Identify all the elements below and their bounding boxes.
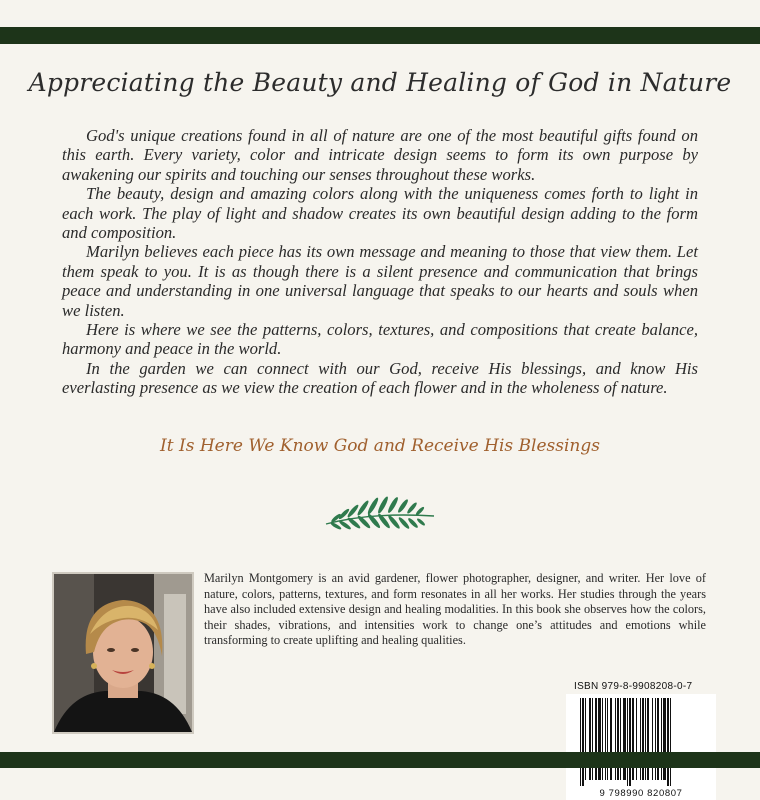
barcode (578, 698, 704, 786)
bio-paragraph: Marilyn Montgomery is an avid gardener, flower photographer, designer, and writer. Her love of nature, colors, patterns, textures, and form resonates in all her works. Her studies through the years have also included extensive design and healing modalities. In this book she observes how the colors, their shades, vibrations, and intensities work to change one’s attitudes and emotions while transforming to create uplifting and healing qualities. (204, 571, 706, 648)
barcode-bar (667, 698, 669, 786)
barcode-bar (582, 698, 584, 786)
barcode-bar (629, 698, 631, 786)
paragraph: God's unique creations found in all of nature are one of the most beautiful gifts found on this earth. Every variety, color and intricate design seems to form its own purpose by awakening our spirits and touching our senses throughout these works. (62, 126, 698, 184)
paragraph: Marilyn believes each piece has its own message and meaning to those that view them. Let them speak to you. It is as though there is a silent presence and communication that brings peace and understanding in one universal language that speaks to our hearts and souls when we listen. (62, 242, 698, 320)
barcode-bar (627, 698, 628, 786)
paragraph: In the garden we can connect with our God, receive His blessings, and know His everlasting presence as we view the creation of each flower and in the wholeness of nature. (62, 358, 698, 398)
fern-icon (322, 494, 438, 532)
tagline: It Is Here We Know God and Receive His Blessings (160, 436, 600, 456)
bottom-band (0, 752, 760, 768)
barcode-bar (670, 698, 671, 786)
isbn-label: ISBN 979-8-9908208-0-7 (574, 681, 693, 692)
paragraph: The beauty, design and amazing colors along with the uniqueness comes forth to light in each work. The play of light and shadow creates its own beautiful design adding to the form and composition. (62, 184, 698, 243)
barcode-bar (580, 698, 581, 786)
author-portrait (54, 574, 192, 732)
cover-title: Appreciating the Beauty and Healing of God in Nature (28, 68, 732, 97)
description-text (62, 126, 698, 398)
barcode-number: 9 798990 820807 (599, 788, 683, 799)
author-bio (204, 571, 706, 649)
paragraph: Here is where we see the patterns, colors, textures, and compositions that create balance, harmony and peace in the world. (62, 320, 698, 359)
top-band (0, 27, 760, 44)
barcode-box (566, 694, 716, 800)
author-photo (52, 572, 194, 734)
